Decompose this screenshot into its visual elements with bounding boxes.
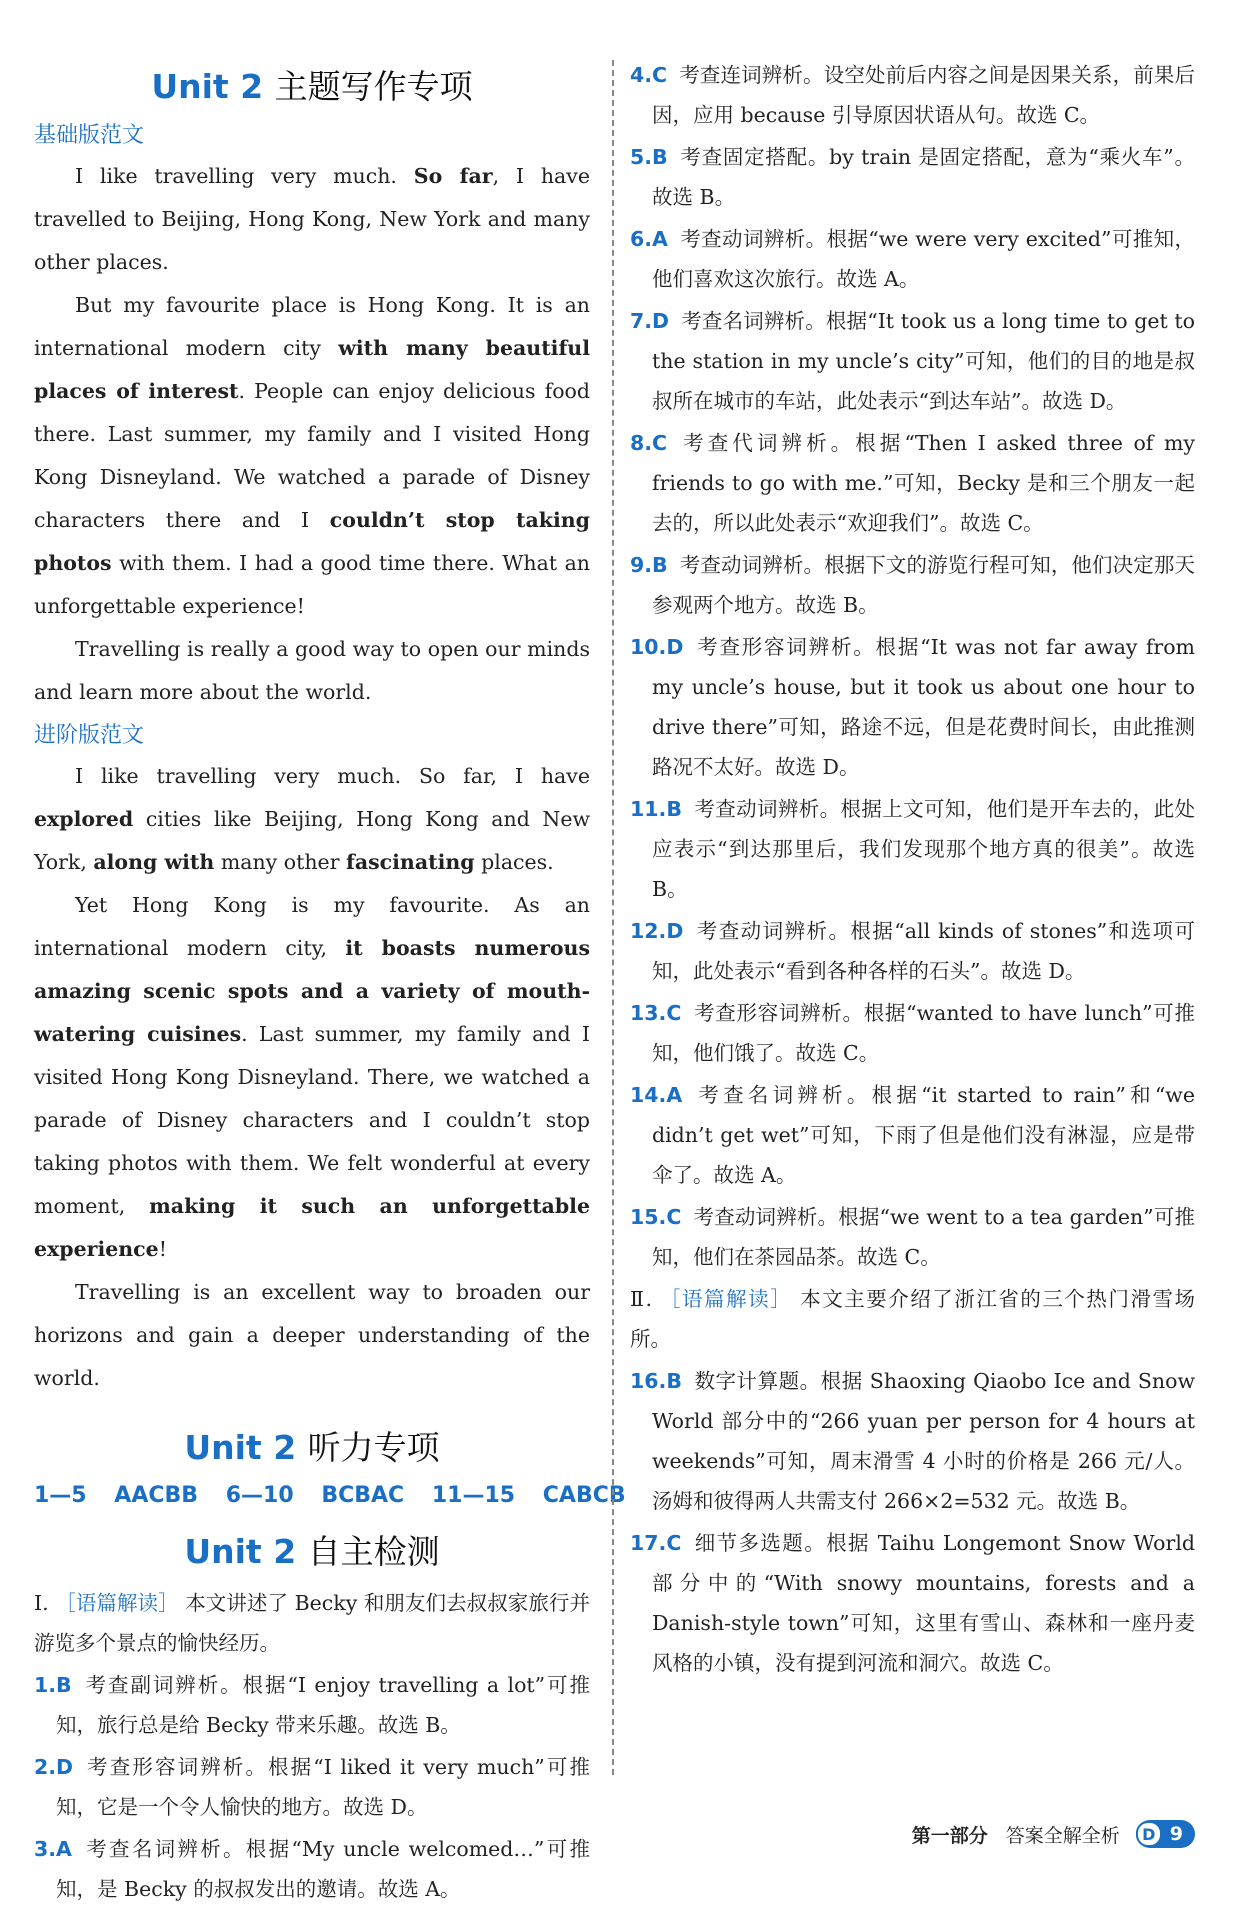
answer-item (630, 911, 1195, 991)
footer-part: 第一部分 (911, 1824, 988, 1847)
answer-number: 13.C (630, 1001, 682, 1025)
answer-item (630, 55, 1195, 135)
column-divider (612, 60, 614, 1775)
part2-intro-text: 本文主要介绍了浙江省的三个热门滑雪场所。 (630, 1287, 1196, 1351)
answer-explanation: 考查固定搭配。by train 是固定搭配，意为“乘火车”。故选 B。 (652, 145, 1195, 209)
answer-number: 11.B (630, 797, 682, 821)
footer-desc: 答案全解全析 (1005, 1824, 1120, 1847)
answer-number: 5.B (630, 145, 668, 169)
answer-item (630, 1075, 1195, 1195)
answer-explanation: 考查形容词辨析。根据“It was not far away from my uncle’s house, but it took us about one hour to drive there”可知，路途不远，但是花费时间长，由此推测路况不太好。故选 D。 (652, 635, 1195, 779)
answer-number: 16.B (630, 1369, 682, 1393)
answer-range: 1—5 (34, 1483, 87, 1508)
answer-range: 11—15 (431, 1483, 516, 1508)
answer-explanation: 考查连词辨析。设空处前后内容之间是因果关系，前果后因，应用 because 引导原因状语从句。故选 C。 (652, 63, 1195, 127)
answer-key: CABCB (542, 1483, 626, 1508)
answer-explanation: 考查动词辨析。根据上文可知，他们是开车去的，此处应表示“到达那里后，我们发现那个地方真的很美”。故选 B。 (652, 797, 1195, 901)
answer-number: 9.B (630, 553, 668, 577)
part2-intro (630, 1279, 1195, 1359)
answer-explanation: 细节多选题。根据 Taihu Longemont Snow World 部分中的“With snowy mountains, forests and a Danish-style town”可知，这里有雪山、森林和一座丹麦风格的小镇，没有提到河流和洞穴。故选 C。 (652, 1531, 1195, 1675)
self-test-title (34, 1526, 590, 1573)
part2-roman: Ⅱ. (630, 1287, 652, 1311)
answer-number: 6.A (630, 227, 668, 251)
answer-item (630, 993, 1195, 1073)
answer-item (630, 1523, 1195, 1683)
basic-sample-label: 基础版范文 (34, 123, 145, 148)
footer-letter: D (1136, 1821, 1162, 1847)
right-column (630, 55, 1195, 1685)
answer-key: AACBB (114, 1483, 199, 1508)
left-answer-list (34, 1665, 590, 1909)
answer-item (630, 789, 1195, 909)
answer-item (630, 1361, 1195, 1521)
advanced-sample-essay (34, 755, 590, 1400)
right-answer-list (630, 55, 1195, 1277)
part2-tag: ［语篇解读］ (660, 1287, 793, 1311)
essay-paragraph: Yet Hong Kong is my favourite. As an international modern city, it boasts numerous amazing scenic spots and a variety of mouth-watering cuisines. Last summer, my family and I visited Hong Kong Disneyland. There, we watched a parade of Disney characters and I couldn’t stop taking photos with them. We felt wonderful at every moment, making it such an unforgettable experience! (34, 893, 590, 1261)
part1-tag: ［语篇解读］ (55, 1591, 179, 1615)
answer-item (630, 1197, 1195, 1277)
answer-number: 4.C (630, 63, 668, 87)
essay-paragraph: Travelling is really a good way to open our minds and learn more about the world. (34, 637, 590, 704)
answer-number: 8.C (630, 431, 668, 455)
answer-explanation: 考查代词辨析。根据“Then I asked three of my friends to go with me.”可知，Becky 是和三个朋友一起去的，所以此处表示“欢迎我们”。故选 C。 (652, 431, 1195, 535)
answer-range: 6—10 (225, 1483, 294, 1508)
basic-sample-essay (34, 155, 590, 714)
answer-explanation: 考查名词辨析。根据“it started to rain”和“we didn’t get wet”可知，下雨了但是他们没有淋湿，应是带伞了。故选 A。 (652, 1083, 1195, 1187)
part1-intro (34, 1583, 590, 1663)
writing-title (34, 61, 590, 108)
answer-item (630, 137, 1195, 217)
part1-roman: Ⅰ. (34, 1591, 49, 1615)
left-column (34, 55, 626, 1911)
answer-explanation: 考查动词辨析。根据下文的游览行程可知，他们决定那天参观两个地方。故选 B。 (652, 553, 1195, 617)
answer-explanation: 考查动词辨析。根据“we were very excited”可推知，他们喜欢这次旅行。故选 A。 (652, 227, 1195, 291)
page-number: 9 (1169, 1823, 1183, 1845)
answer-explanation: 考查形容词辨析。根据“I liked it very much”可推知，它是一个令人愉快的地方。故选 D。 (56, 1755, 590, 1819)
answer-explanation: 考查名词辨析。根据“My uncle welcomed…”可推知，是 Becky 的叔叔发出的邀请。故选 A。 (56, 1837, 590, 1901)
writing-title-zh: 主题写作专项 (274, 67, 473, 106)
answer-item (630, 423, 1195, 543)
self-test-title-unit: Unit 2 (184, 1532, 297, 1571)
answer-explanation: 考查动词辨析。根据“we went to a tea garden”可推知，他们在茶园品茶。故选 C。 (652, 1205, 1195, 1269)
answer-explanation: 数字计算题。根据 Shaoxing Qiaobo Ice and Snow World 部分中的“266 yuan per person for 4 hours at weekends”可知，周末滑雪 4 小时的价格是 266 元/人。汤姆和彼得两人共需支付 266×2=532 元。故选 B。 (652, 1369, 1195, 1513)
answer-number: 1.B (34, 1673, 72, 1697)
listening-title-zh: 听力专项 (307, 1428, 440, 1467)
essay-paragraph: I like travelling very much. So far, I have explored cities like Beijing, Hong Kong and New York, along with many other fascinating places. (34, 764, 590, 874)
answer-number: 10.D (630, 635, 684, 659)
essay-paragraph: But my favourite place is Hong Kong. It is an international modern city with many beautiful places of interest. People can enjoy delicious food there. Last summer, my family and I visited Hong Kong Disneyland. We watched a parade of Disney characters there and I couldn’t stop taking photos with them. I had a good time there. What an unforgettable experience! (34, 293, 591, 618)
listening-answers (34, 1483, 626, 1508)
page-footer (912, 1820, 1195, 1848)
part1-intro-text: 本文讲述了 Becky 和朋友们去叔叔家旅行并游览多个景点的愉快经历。 (34, 1591, 590, 1655)
answer-explanation: 考查名词辨析。根据“It took us a long time to get to the station in my uncle’s city”可知，他们的目的地是叔叔所在城市的车站，此处表示“到达车站”。故选 D。 (652, 309, 1195, 413)
advanced-sample-label: 进阶版范文 (34, 723, 145, 748)
listening-title-unit: Unit 2 (184, 1428, 297, 1467)
right-answer-list-2 (630, 1361, 1195, 1683)
essay-paragraph: Travelling is an excellent way to broaden our horizons and gain a deeper understanding of the world. (34, 1280, 590, 1390)
answer-item (630, 545, 1195, 625)
answer-number: 3.A (34, 1837, 72, 1861)
self-test-title-zh: 自主检测 (307, 1532, 440, 1571)
answer-item (630, 219, 1195, 299)
answer-item (630, 627, 1195, 787)
answer-explanation: 考查形容词辨析。根据“wanted to have lunch”可推知，他们饿了。故选 C。 (652, 1001, 1195, 1065)
answer-item (630, 301, 1195, 421)
writing-title-unit: Unit 2 (151, 67, 264, 106)
answer-number: 15.C (630, 1205, 682, 1229)
answer-number: 14.A (630, 1083, 683, 1107)
answer-number: 17.C (630, 1531, 682, 1555)
answer-item (34, 1747, 590, 1827)
answer-key: BCBAC (321, 1483, 405, 1508)
answer-item (34, 1829, 590, 1909)
listening-title (34, 1422, 590, 1469)
essay-paragraph: I like travelling very much. So far, I have travelled to Beijing, Hong Kong, New York and many other places. (34, 164, 590, 274)
answer-explanation: 考查副词辨析。根据“I enjoy travelling a lot”可推知，旅行总是给 Becky 带来乐趣。故选 B。 (56, 1673, 590, 1737)
answer-explanation: 考查动词辨析。根据“all kinds of stones”和选项可知，此处表示“看到各种各样的石头”。故选 D。 (652, 919, 1195, 983)
page-number-badge (1136, 1820, 1195, 1848)
answer-number: 7.D (630, 309, 670, 333)
answer-number: 2.D (34, 1755, 74, 1779)
answer-number: 12.D (630, 919, 684, 943)
answer-item (34, 1665, 590, 1745)
